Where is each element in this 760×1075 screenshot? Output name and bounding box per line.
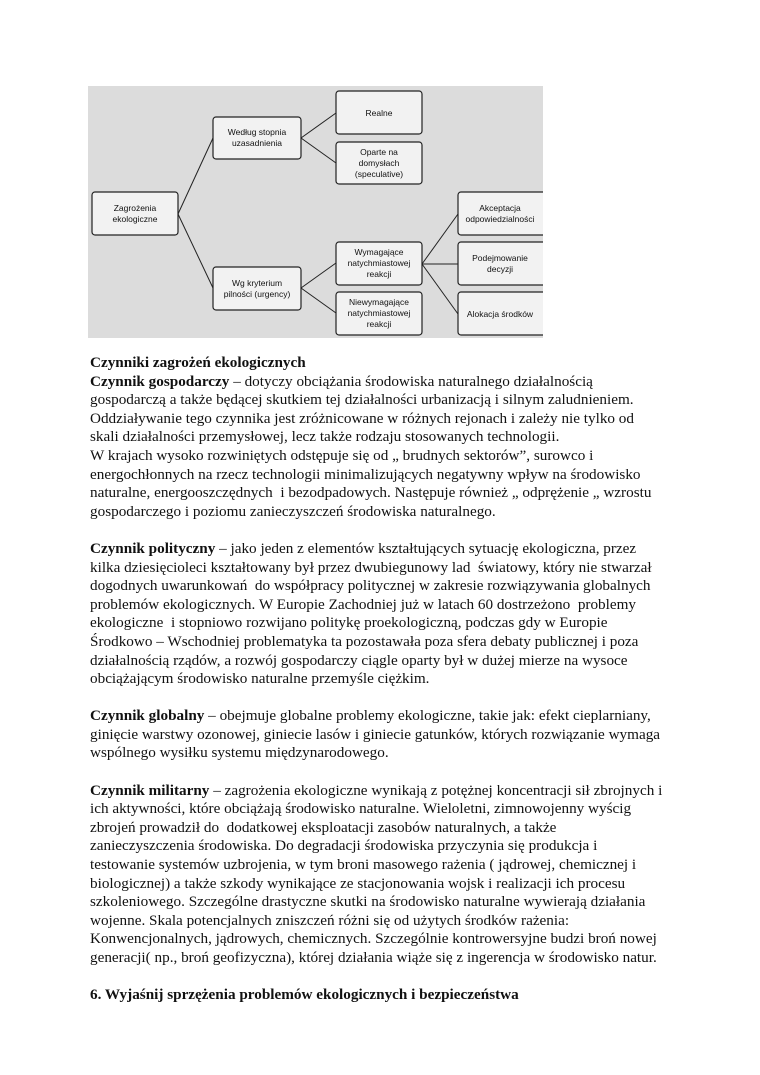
svg-text:(speculative): (speculative)	[354, 169, 404, 179]
svg-text:Realne: Realne	[365, 108, 393, 118]
text-line: Czynnik gospodarczy – dotyczy obciążania środowiska naturalnego działalnością	[90, 372, 593, 390]
svg-text:natychmiastowej: natychmiastowej	[347, 308, 411, 318]
svg-text:Wg kryterium: Wg kryterium	[231, 278, 283, 288]
text-line: energochłonnych na rzecz technologii minimalizujących negatywny wpływ na środowisko	[90, 465, 641, 483]
section-title: Czynnik globalny	[90, 707, 205, 725]
diagram-node-not-immediate	[336, 292, 422, 335]
document-body	[90, 354, 710, 1005]
section-title: Czynnik gospodarczy	[90, 372, 230, 390]
svg-text:decyzji: decyzji	[487, 264, 513, 274]
text-line: ekologiczne i stopniowo rozwijano politykę proekologiczną, podczas gdy w Europie	[90, 614, 608, 632]
text-line: skali działalności przemysłowej, lecz także rodzaju stosowanych technologii.	[90, 428, 560, 446]
text-line: problemów ekologicznych. W Europie Zachodniej już w latach 60 dostrzeżono problemy	[90, 595, 637, 613]
svg-text:odpowiedzialności: odpowiedzialności	[465, 214, 535, 224]
svg-text:Niewymagające: Niewymagające	[349, 297, 409, 307]
svg-text:pilności (urgency): pilności (urgency)	[223, 289, 291, 299]
text-line: biologicznej) a także szkody wynikające ze stacjonowania wojsk i realizacji ich procesu	[90, 874, 626, 892]
svg-text:ekologiczne: ekologiczne	[112, 214, 158, 224]
text-line: Czynnik globalny – obejmuje globalne problemy ekologiczne, takie jak: efekt cieplarniany,	[90, 707, 651, 725]
text-line: kilka dziesięcioleci kształtowany był przez dwubiegunowy lad światowy, który nie stwarzał	[90, 558, 652, 576]
svg-text:domysłach: domysłach	[358, 158, 400, 168]
section-heading: Czynniki zagrożeń ekologicznych	[90, 354, 306, 371]
text-line: Czynnik militarny – zagrożenia ekologiczne wynikają z potężnej koncentracji sił zbrojnych i	[90, 781, 663, 799]
diagram-node-immediate	[336, 242, 422, 285]
section-military	[90, 782, 710, 968]
text-line: Konwencjonalnych, jądrowych, chemicznych. Szczególnie kontrowersyjne budzi broń nowej	[90, 930, 657, 948]
text-line: wspólnego wysiłku systemu międzynarodowego.	[90, 744, 389, 762]
text-line: zanieczyszczenia środowiska. Do degradacji środowiska przyczynia się produkcja i	[90, 837, 598, 855]
section-global	[90, 707, 710, 763]
text-line: obciążającym środowisko naturalne przemyśle ciężkim.	[90, 670, 430, 688]
section-title: Czynnik militarny	[90, 781, 210, 799]
diagram-node-urgency	[213, 267, 301, 310]
text-line: ginięcie warstwy ozonowej, giniecie lasów i giniecie gatunków, których rozwiązanie wymaga	[90, 725, 661, 743]
section-economic	[90, 373, 710, 522]
text-line: generacji( np., broń geofizyczna), której działania wiąże się z ingerencja w środowisko natur.	[90, 949, 657, 966]
svg-text:Akceptacja: Akceptacja	[479, 203, 521, 213]
diagram-node-decisions	[458, 242, 543, 285]
threats-diagram	[88, 86, 543, 338]
svg-text:Podejmowanie: Podejmowanie	[472, 253, 528, 263]
svg-text:Wymagające: Wymagające	[354, 247, 404, 257]
svg-text:Zagrożenia: Zagrożenia	[113, 203, 157, 213]
question-heading: 6. Wyjaśnij sprzężenia problemów ekologicznych i bezpieczeństwa	[90, 986, 519, 1004]
text-line: ich aktywności, które obciążają środowisko naturalne. Wieloletni, zimnowojenny wyścig	[90, 800, 632, 818]
text-line: naturalne, energooszczędnych i bezodpadowych. Następuje również „ odprężenie „ wzrostu	[90, 484, 652, 502]
text-line: szkoleniowego. Szczególne drastyczne skutki na środowisko naturalne wywierają działania	[90, 893, 646, 911]
section-title: Czynnik polityczny	[90, 539, 216, 557]
svg-text:reakcji: reakcji	[366, 319, 392, 329]
text-line: wojenne. Skala potencjalnych zniszczeń różni się od użytych środków rażenia:	[90, 911, 570, 929]
diagram-node-justification	[213, 117, 301, 159]
diagram-node-allocation	[458, 292, 543, 335]
svg-text:Alokacja środków: Alokacja środków	[466, 309, 534, 319]
svg-text:reakcji: reakcji	[366, 269, 392, 279]
diagram-node-root	[92, 192, 178, 235]
text-line: Środkowo – Wschodniej problematyka ta pozostawała poza sfera debaty publicznej i poza	[90, 632, 639, 650]
svg-text:uzasadnienia: uzasadnienia	[231, 138, 283, 148]
svg-text:Oparte na: Oparte na	[360, 147, 398, 157]
text-line: gospodarczego i poziomu zanieczyszczeń środowiska naturalnego.	[90, 502, 496, 520]
diagram-node-real	[336, 91, 422, 134]
text-line: gospodarczą a także będącej skutkiem tej działalności urbanizacją i silnym zaludnieniem.	[90, 391, 634, 409]
text-line: dogodnych uwarunkowań do współpracy politycznej w zakresie rozwiązywania globalnych	[90, 577, 651, 595]
text-line: Oddziaływanie tego czynnika jest zróżnicowane w różnych rejonach i zależy nie tylko od	[90, 409, 634, 427]
text-line: zbrojeń prowadził do dodatkowej eksploatacji zasobów naturalnych, a także	[90, 818, 557, 836]
svg-text:Według stopnia: Według stopnia	[227, 127, 287, 137]
text-line: W krajach wysoko rozwiniętych odstępuje się od „ brudnych sektorów”, surowco i	[90, 446, 594, 464]
diagram-node-speculative	[336, 142, 422, 184]
text-line: Czynnik polityczny – jako jeden z elementów kształtujących sytuację ekologiczna, przez	[90, 539, 637, 557]
svg-text:natychmiastowej: natychmiastowej	[347, 258, 411, 268]
text-line: działalnością rządów, a rozwój gospodarczy ciągle oparty był w dużej mierze na wysoce	[90, 651, 628, 669]
section-political	[90, 540, 710, 689]
diagram-node-responsibility	[458, 192, 543, 235]
text-line: testowanie systemów uzbrojenia, w tym broni masowego rażenia ( jądrowej, chemicznej i	[90, 856, 637, 874]
